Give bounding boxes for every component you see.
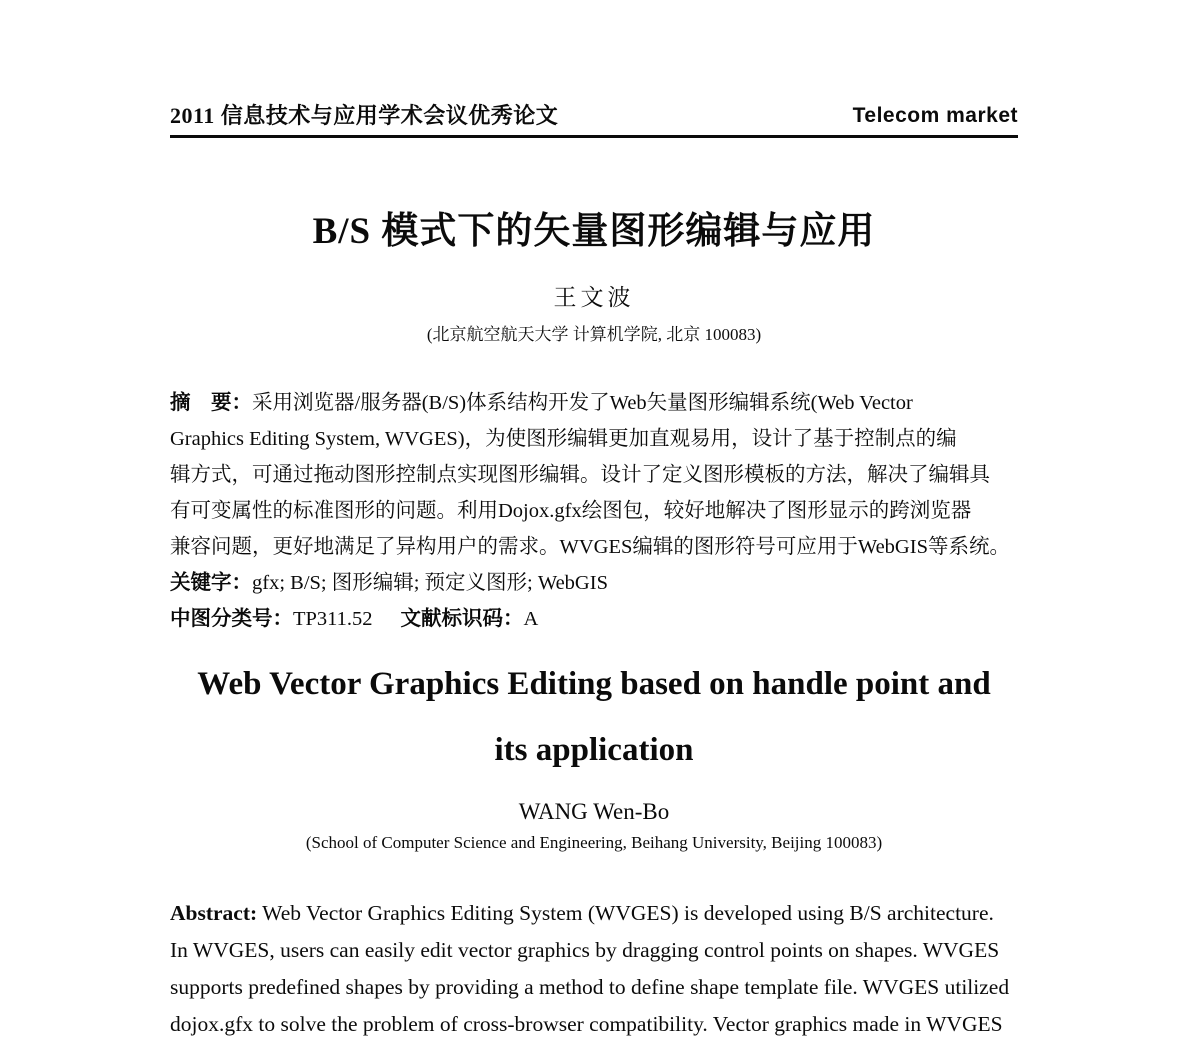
chinese-abstract-label: 摘 要： bbox=[170, 391, 252, 414]
english-author-name: WANG Wen-Bo bbox=[518, 798, 670, 824]
running-header bbox=[170, 103, 1018, 128]
chinese-author-name: 王文波 bbox=[553, 284, 635, 310]
chinese-affiliation: (北京航空航天大学 计算机学院, 北京 100083) bbox=[426, 324, 762, 344]
english-abstract-line: dojox.gfx to solve the problem of cross-browser compatibility. Vector graphics made in WVGES bbox=[170, 1011, 1003, 1036]
english-abstract bbox=[170, 895, 1018, 1043]
chinese-classification-line bbox=[170, 601, 1018, 637]
conference-header-text: 2011 信息技术与应用学术会议优秀论文 bbox=[170, 103, 559, 128]
english-abstract-label: Abstract: bbox=[170, 900, 258, 925]
doc-code-label: 文献标识码： bbox=[400, 607, 524, 630]
doc-code-value: A bbox=[523, 607, 539, 630]
header-rule bbox=[170, 135, 1018, 138]
clc-value: TP311.52 bbox=[293, 607, 373, 630]
chinese-paper-title: B/S 模式下的矢量图形编辑与应用 bbox=[312, 211, 876, 253]
chinese-keywords-label: 关键字： bbox=[170, 571, 252, 594]
english-abstract-text: Web Vector Graphics Editing System (WVGES) is developed using B/S architecture. bbox=[262, 900, 994, 925]
chinese-abstract-line: Graphics Editing System, WVGES)，为使图形编辑更加直观易用，设计了基于控制点的编 bbox=[170, 427, 957, 450]
english-abstract-line: supports predefined shapes by providing a method to define shape template file. WVGES utilized bbox=[170, 974, 1010, 999]
chinese-abstract-text: 采用浏览器/服务器(B/S)体系结构开发了Web矢量图形编辑系统(Web Vector bbox=[252, 391, 913, 414]
english-affiliation: (School of Computer Science and Engineering, Beihang University, Beijing 100083) bbox=[305, 832, 883, 852]
chinese-abstract-line: 有可变属性的标准图形的问题。利用Dojox.gfx绘图包，较好地解决了图形显示的跨浏览器 bbox=[170, 499, 972, 522]
english-paper-title bbox=[170, 651, 1018, 783]
chinese-abstract-line: 辑方式，可通过拖动图形控制点实现图形编辑。设计了定义图形模板的方法，解决了编辑具 bbox=[170, 463, 990, 486]
english-title-line1: Web Vector Graphics Editing based on handle point and bbox=[197, 665, 991, 702]
journal-section-label: Telecom market bbox=[852, 104, 1018, 128]
english-title-line2: its application bbox=[494, 731, 694, 768]
english-abstract-line: In WVGES, users can easily edit vector graphics by dragging control points on shapes. WVGES bbox=[170, 937, 1000, 962]
chinese-keywords-line bbox=[170, 565, 1018, 601]
chinese-abstract-line: 兼容问题，更好地满足了异构用户的需求。WVGES编辑的图形符号可应用于WebGIS等系统。 bbox=[170, 535, 1010, 558]
chinese-abstract bbox=[170, 385, 1018, 637]
chinese-keywords-text: gfx; B/S; 图形编辑; 预定义图形; WebGIS bbox=[252, 571, 608, 594]
clc-label: 中图分类号： bbox=[170, 607, 293, 630]
chinese-abstract-line bbox=[170, 385, 1018, 421]
english-abstract-line bbox=[170, 895, 1018, 932]
